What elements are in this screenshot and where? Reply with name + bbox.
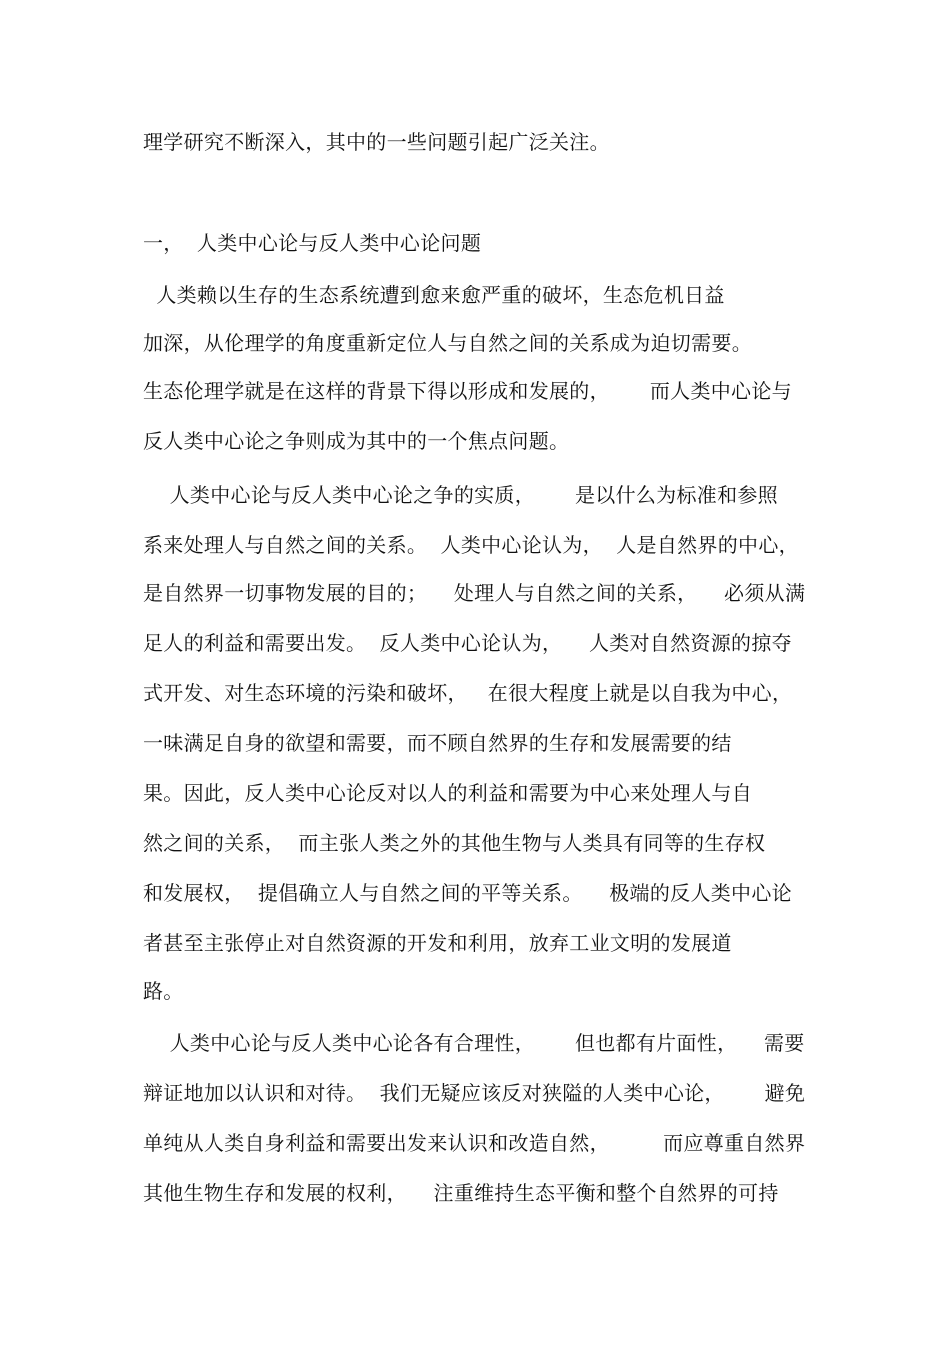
paragraph-line: 者甚至主张停止对自然资源的开发和利用，放弃工业文明的发展道 (143, 931, 732, 955)
paragraph-line: 加深，从伦理学的角度重新定位人与自然之间的关系成为迫切需要。 (143, 331, 752, 355)
paragraph-line: 系来处理人与自然之间的关系。 人类中心论认为， 人是自然界的中心， (143, 533, 799, 557)
paragraph-line: 人类中心论与反人类中心论各有合理性， 但也都有片面性， 需要 (143, 1031, 805, 1055)
paragraph-line: 其他生物生存和发展的权利， 注重维持生态平衡和整个自然界的可持 (143, 1181, 779, 1205)
intro-line: 理学研究不断深入，其中的一些问题引起广泛关注。 (143, 130, 610, 154)
paragraph-line: 一味满足自身的欲望和需要，而不顾自然界的生存和发展需要的结 (143, 731, 732, 755)
paragraph-line: 路。 (143, 979, 184, 1003)
paragraph-line: 果。因此，反人类中心论反对以人的利益和需要为中心来处理人与自 (143, 781, 752, 805)
paragraph-line: 和发展权， 提倡确立人与自然之间的平等关系。 极端的反人类中心论 (143, 881, 792, 905)
paragraph-line: 人类中心论与反人类中心论之争的实质， 是以什么为标准和参照 (143, 483, 778, 507)
paragraph-line: 然之间的关系， 而主张人类之外的其他生物与人类具有同等的生存权 (143, 831, 766, 855)
paragraph-line: 生态伦理学就是在这样的背景下得以形成和发展的， 而人类中心论与 (143, 379, 792, 403)
paragraph-line: 反人类中心论之争则成为其中的一个焦点问题。 (143, 429, 570, 453)
paragraph-line: 人类赖以生存的生态系统遭到愈来愈严重的破坏，生态危机日益 (143, 283, 725, 307)
paragraph-line: 式开发、对生态环境的污染和破坏， 在很大程度上就是以自我为中心， (143, 681, 793, 705)
section-heading: 一， 人类中心论与反人类中心论问题 (143, 231, 482, 255)
paragraph-line: 辩证地加以认识和对待。 我们无疑应该反对狭隘的人类中心论， 避免 (143, 1081, 806, 1105)
paragraph-line: 单纯从人类自身利益和需要出发来认识和改造自然， 而应尊重自然界 (143, 1131, 806, 1155)
paragraph-line: 是自然界一切事物发展的目的； 处理人与自然之间的关系， 必须从满 (143, 581, 806, 605)
paragraph-line: 足人的利益和需要出发。 反人类中心论认为， 人类对自然资源的掠夺 (143, 631, 792, 655)
